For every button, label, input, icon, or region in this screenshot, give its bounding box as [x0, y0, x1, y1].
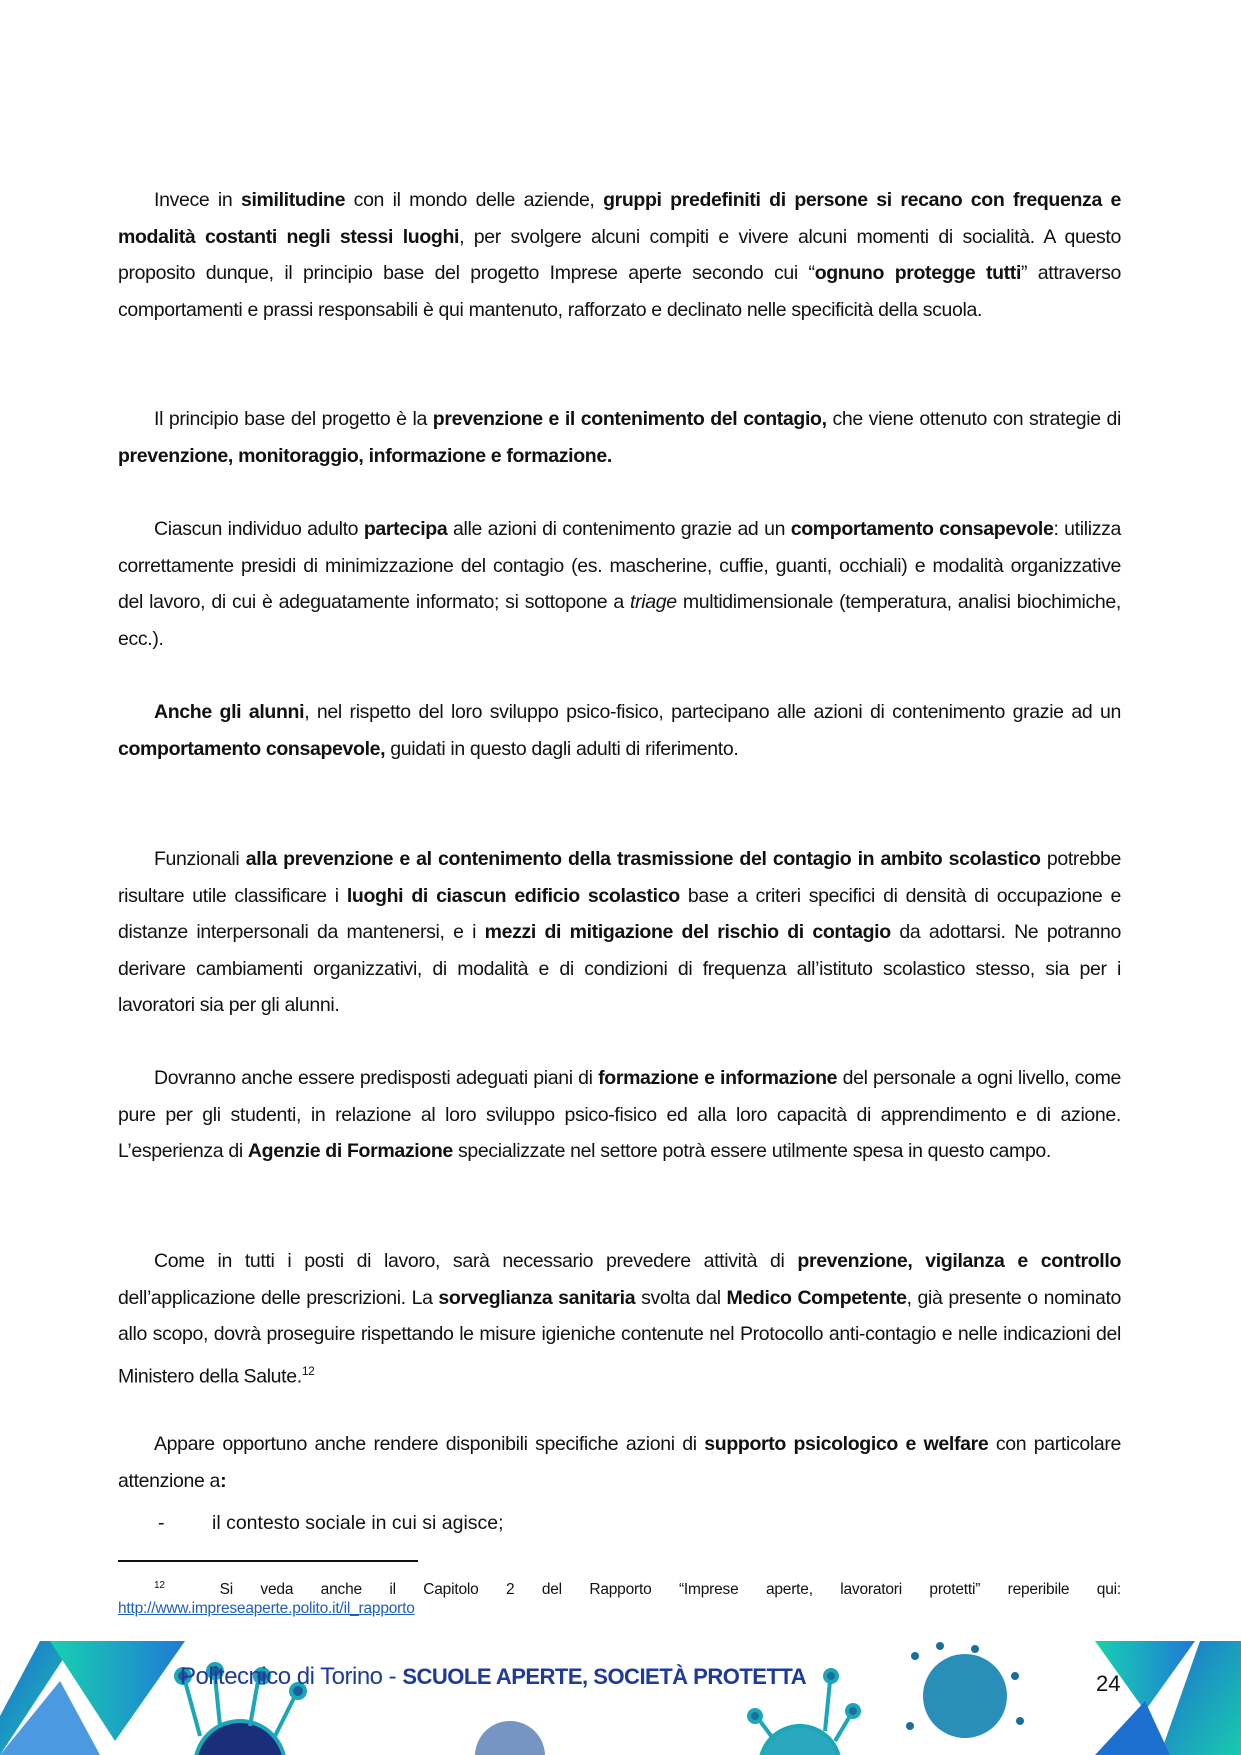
text-run: alla prevenzione e al contenimento della trasmissione del contagio in ambito scolastico: [245, 848, 1041, 870]
text-run: base a criteri specifici di densità di occupazione e distanze interpersonali da mantenersi, e i: [118, 884, 1121, 944]
text-run: Dovranno anche essere predisposti adeguati piani di: [154, 1067, 599, 1089]
text-run: comportamento consapevole: [790, 518, 1054, 540]
footer-decoration: [0, 1641, 1241, 1755]
text-run: Il principio base del progetto è la: [154, 408, 433, 430]
footnote-mark: 12: [154, 1580, 165, 1591]
paragraph: [118, 1243, 1121, 1395]
text-run: , già presente o nominato allo scopo, dovrà proseguire rispettando le misure igieniche contenute nel Protocollo anti-contagio e nelle indicazioni del Ministero della Salute.: [118, 1286, 1122, 1388]
text-run: sorveglianza sanitaria: [438, 1286, 636, 1309]
text-run: alle azioni di contenimento grazie ad un: [447, 518, 791, 540]
paragraph: [118, 182, 1121, 328]
page-footer-banner: [0, 1641, 1241, 1755]
text-run: multidimensionale (temperatura, analisi biochimiche, ecc.).: [118, 591, 1121, 650]
text-run: del personale a ogni livello, come pure per gli studenti, in relazione al loro sviluppo psico-fisico ed alla loro capacità di apprendimento e di azione. L’esperienza di: [118, 1067, 1121, 1163]
text-run: potrebbe risultare utile classificare i: [118, 848, 1122, 907]
text-run: luoghi di ciascun edificio scolastico: [346, 884, 680, 907]
text-run: con particolare attenzione a: [118, 1433, 1121, 1492]
text-run: ognuno protegge tutti: [814, 262, 1022, 285]
text-run: , nel rispetto del loro sviluppo psico-fisico, partecipano alle azioni di contenimento grazie ad un: [304, 701, 1121, 723]
footnote-text: Si veda anche il Capitolo 2 del Rapporto “Imprese aperte, lavoratori protetti” reperibile qui:: [219, 1581, 1121, 1599]
paragraph: [118, 1426, 1121, 1499]
text-run: ” attraverso comportamenti e prassi responsabili è qui mantenuto, rafforzato e declinato nelle specificità della scuola.: [118, 262, 1122, 321]
text-run: :: [220, 1469, 227, 1492]
footnote-separator: [118, 1560, 418, 1562]
text-run: , per svolgere alcuni compiti e vivere alcuni momenti di socialità. A questo proposito dunque, il principio base del progetto Imprese aperte secondo cui “: [118, 225, 1121, 285]
text-run: Funzionali: [154, 848, 246, 870]
text-run: Medico Competente: [726, 1286, 907, 1309]
footer-project: SCUOLE APERTE, SOCIETÀ PROTETTA: [402, 1664, 807, 1689]
paragraph: [118, 401, 1121, 474]
text-run: mezzi di mitigazione del rischio di contagio: [484, 921, 891, 944]
text-run: Come in tutti i posti di lavoro, sarà necessario prevedere attività di: [154, 1250, 798, 1272]
text-run: formazione e informazione: [598, 1067, 838, 1089]
footer-institution: Politecnico di Torino -: [180, 1663, 403, 1690]
paragraph: [118, 694, 1121, 767]
virus-icon-center: [475, 1721, 545, 1755]
text-run: Invece in: [154, 189, 241, 211]
text-run: : utilizza correttamente presidi di minimizzazione del contagio (es. mascherine, cuffie, guanti, occhiali) e modalità organizzative del lavoro, di cui è adeguatamente informato; si sottopone a: [118, 518, 1121, 614]
list-item: [118, 1505, 504, 1542]
footnote-link[interactable]: http://www.impreseaperte.polito.it/il_rapporto: [118, 1600, 415, 1617]
virus-icon-right: [906, 1642, 1024, 1738]
page-number: 24: [1096, 1671, 1121, 1696]
text-run: Anche gli alunni: [154, 701, 305, 723]
list-dash: -: [158, 1512, 165, 1534]
text-run: gruppi predefiniti di persone si recano con frequenza e modalità costanti negli stessi luoghi: [118, 189, 1121, 248]
paragraph: [118, 511, 1121, 657]
footnote-reference[interactable]: 12: [301, 1363, 315, 1378]
text-run: similitudine: [240, 189, 346, 211]
text-run: triage: [630, 591, 677, 614]
text-run: Agenzie di Formazione: [247, 1140, 453, 1163]
text-run: prevenzione e il contenimento del contagio,: [432, 408, 827, 430]
text-run: da adottarsi. Ne potranno derivare cambiamenti organizzativi, di modalità e di condizioni di frequenza all’istituto scolastico stesso, sia per i lavoratori sia per gli alunni.: [118, 921, 1121, 1017]
list-item-text: il contesto sociale in cui si agisce;: [212, 1512, 504, 1534]
text-run: svolta dal: [635, 1286, 727, 1309]
text-run: guidati in questo dagli adulti di riferimento.: [385, 737, 739, 760]
text-run: prevenzione, vigilanza e controllo: [797, 1250, 1122, 1272]
text-run: prevenzione, monitoraggio, informazione e formazione.: [118, 444, 612, 467]
text-run: Appare opportuno anche rendere disponibili specifiche azioni di: [154, 1433, 705, 1455]
footer-title: [180, 1663, 806, 1691]
text-run: Ciascun individuo adulto: [154, 518, 364, 540]
text-run: che viene ottenuto con strategie di: [826, 408, 1121, 430]
paragraph: [118, 841, 1121, 1024]
paragraph: [118, 1060, 1121, 1170]
text-run: specializzate nel settore potrà essere utilmente spesa in questo campo.: [452, 1140, 1051, 1163]
text-run: con il mondo delle aziende,: [345, 189, 604, 211]
text-run: partecipa: [363, 518, 448, 540]
right-triangle-lower: [1095, 1701, 1170, 1755]
text-run: comportamento consapevole,: [118, 737, 386, 760]
text-run: dell’applicazione delle prescrizioni. La: [118, 1286, 439, 1309]
text-run: supporto psicologico e welfare: [704, 1433, 989, 1455]
